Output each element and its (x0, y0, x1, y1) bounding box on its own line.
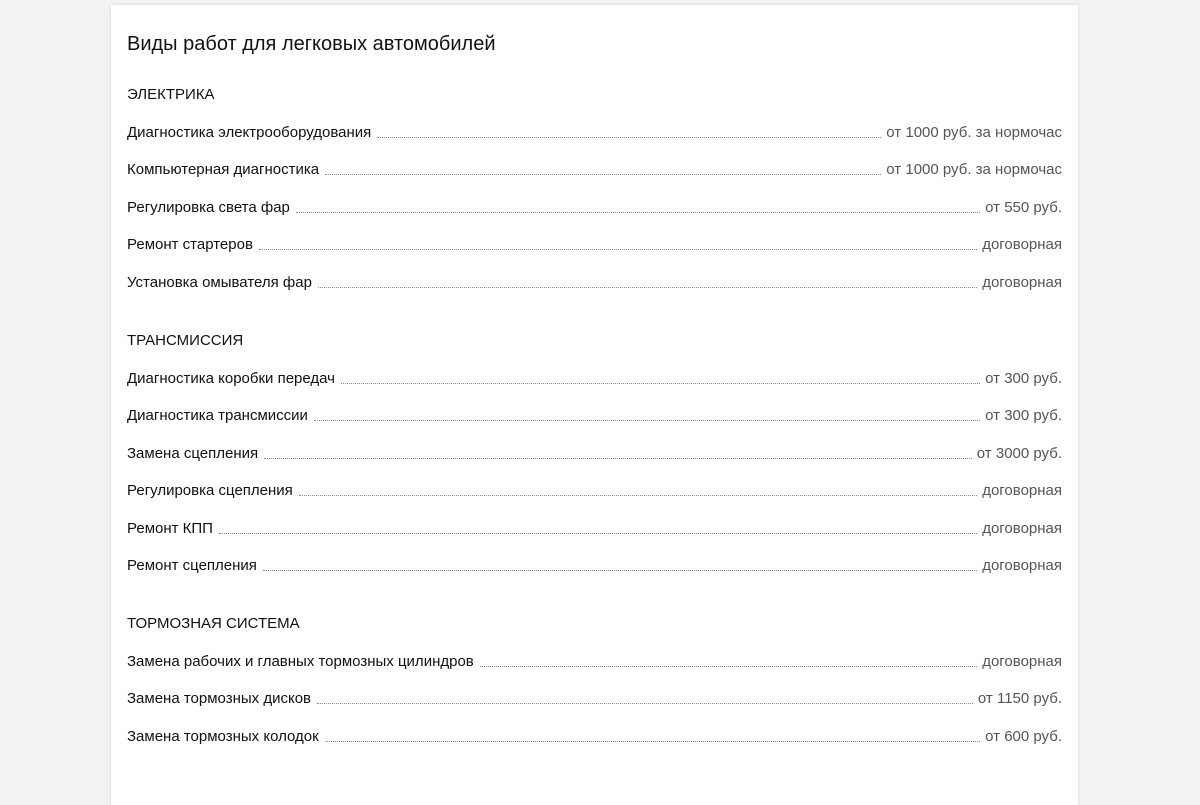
dotted-leader (317, 703, 973, 704)
dotted-leader (318, 287, 977, 288)
dotted-leader (219, 533, 977, 534)
service-row (127, 556, 1062, 576)
service-price: от 300 руб. (985, 370, 1062, 387)
service-name: Ремонт стартеров (127, 236, 253, 253)
service-name: Регулировка сцепления (127, 482, 293, 499)
dotted-leader (377, 137, 881, 138)
dotted-leader (259, 249, 977, 250)
service-price: от 600 руб. (985, 728, 1062, 745)
service-row (127, 160, 1062, 180)
service-name: Диагностика трансмиссии (127, 407, 308, 424)
service-row (127, 727, 1062, 747)
service-price: от 550 руб. (985, 199, 1062, 216)
page-title: Виды работ для легковых автомобилей (127, 33, 496, 55)
dotted-leader (325, 174, 881, 175)
service-row (127, 198, 1062, 218)
service-price: договорная (982, 653, 1062, 670)
section-title-electrics: ЭЛЕКТРИКА (127, 86, 215, 103)
service-row (127, 481, 1062, 501)
service-name: Замена тормозных колодок (127, 728, 319, 745)
service-price: договорная (982, 520, 1062, 537)
service-row (127, 689, 1062, 709)
dotted-leader (314, 420, 980, 421)
service-name: Ремонт КПП (127, 520, 213, 537)
dotted-leader (264, 458, 972, 459)
service-name: Ремонт сцепления (127, 557, 257, 574)
service-name: Установка омывателя фар (127, 274, 312, 291)
service-row (127, 235, 1062, 255)
dotted-leader (480, 666, 977, 667)
service-price: от 3000 руб. (976, 445, 1062, 462)
dotted-leader (296, 212, 980, 213)
service-price: договорная (982, 482, 1062, 499)
service-name: Диагностика коробки передач (127, 370, 335, 387)
service-row (127, 519, 1062, 539)
service-row (127, 369, 1062, 389)
service-row (127, 273, 1062, 293)
service-price: договорная (982, 274, 1062, 291)
dotted-leader (341, 383, 980, 384)
price-list-card (111, 5, 1078, 805)
dotted-leader (325, 741, 980, 742)
service-row (127, 123, 1062, 143)
section-title-transmission: ТРАНСМИССИЯ (127, 332, 244, 349)
section-title-brakes: ТОРМОЗНАЯ СИСТЕМА (127, 615, 300, 632)
service-row (127, 652, 1062, 672)
service-price: от 300 руб. (985, 407, 1062, 424)
service-row (127, 406, 1062, 426)
service-price: от 1000 руб. за нормочас (886, 161, 1062, 178)
service-name: Регулировка света фар (127, 199, 290, 216)
service-price: от 1150 руб. (977, 690, 1062, 707)
dotted-leader (299, 495, 977, 496)
service-row (127, 444, 1062, 464)
service-price: договорная (982, 236, 1062, 253)
dotted-leader (263, 570, 977, 571)
service-price: договорная (982, 557, 1062, 574)
service-price: от 1000 руб. за нормочас (886, 124, 1062, 141)
service-name: Компьютерная диагностика (127, 161, 320, 178)
service-name: Замена тормозных дисков (127, 690, 312, 707)
service-name: Замена рабочих и главных тормозных цилиндров (127, 653, 474, 670)
service-name: Замена сцепления (127, 445, 259, 462)
service-name: Диагностика электрооборудования (127, 124, 372, 141)
